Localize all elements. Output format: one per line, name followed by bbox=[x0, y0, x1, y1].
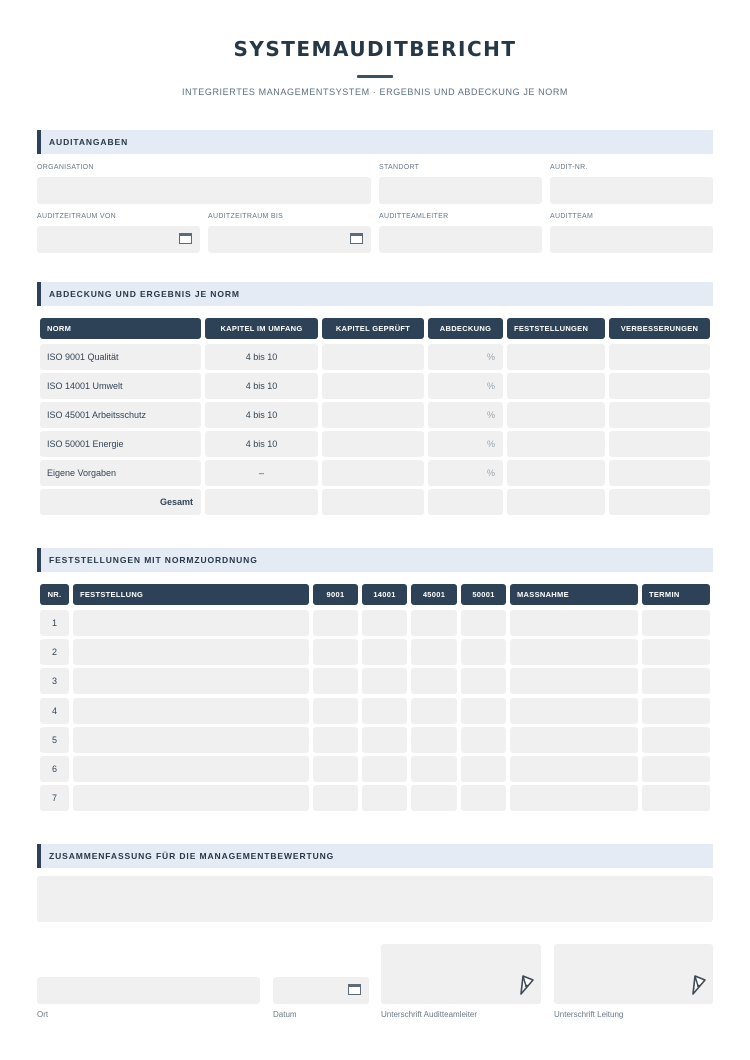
finding-nr-cell: 6 bbox=[40, 756, 69, 782]
coverage-geprueft-cell[interactable] bbox=[322, 402, 424, 428]
col-feststellungen: FESTSTELLUNGEN bbox=[507, 318, 605, 339]
coverage-norm-cell: ISO 14001 Umwelt bbox=[40, 373, 201, 399]
finding-text-cell[interactable] bbox=[73, 668, 309, 694]
col-nr: NR. bbox=[40, 584, 69, 605]
finding-termin-cell[interactable] bbox=[642, 785, 710, 811]
finding-massnahme-cell[interactable] bbox=[510, 668, 638, 694]
col-abdeckung: ABDECKUNG bbox=[428, 318, 503, 339]
finding-text-cell[interactable] bbox=[73, 698, 309, 724]
auditteam-field[interactable] bbox=[550, 226, 713, 253]
col-9001: 9001 bbox=[313, 584, 358, 605]
finding-massnahme-cell[interactable] bbox=[510, 756, 638, 782]
audit-nr-field[interactable] bbox=[550, 177, 713, 204]
col-norm: NORM bbox=[40, 318, 201, 339]
finding-9001-cell[interactable] bbox=[313, 727, 358, 753]
finding-termin-cell[interactable] bbox=[642, 698, 710, 724]
coverage-umfang-cell: – bbox=[205, 460, 318, 486]
finding-termin-cell[interactable] bbox=[642, 610, 710, 636]
coverage-verbesserungen-cell[interactable] bbox=[609, 431, 710, 457]
finding-14001-cell[interactable] bbox=[362, 610, 407, 636]
finding-14001-cell[interactable] bbox=[362, 727, 407, 753]
section-coverage-title: ABDECKUNG UND ERGEBNIS JE NORM bbox=[49, 289, 240, 299]
finding-massnahme-cell[interactable] bbox=[510, 785, 638, 811]
finding-45001-cell[interactable] bbox=[411, 639, 457, 665]
finding-text-cell[interactable] bbox=[73, 610, 309, 636]
standort-label: STANDORT bbox=[379, 164, 420, 171]
ort-field[interactable] bbox=[37, 977, 260, 1004]
finding-50001-cell[interactable] bbox=[461, 756, 506, 782]
organisation-field[interactable] bbox=[37, 177, 371, 204]
calendar-icon[interactable] bbox=[348, 984, 361, 995]
coverage-feststellungen-cell[interactable] bbox=[507, 344, 605, 370]
col-14001: 14001 bbox=[362, 584, 407, 605]
coverage-total-label: Gesamt bbox=[40, 489, 201, 515]
col-feststellung: FESTSTELLUNG bbox=[73, 584, 309, 605]
coverage-abdeckung-cell[interactable]: % bbox=[428, 344, 503, 370]
coverage-total-geprueft[interactable] bbox=[322, 489, 424, 515]
calendar-icon[interactable] bbox=[179, 233, 192, 244]
finding-14001-cell[interactable] bbox=[362, 785, 407, 811]
finding-9001-cell[interactable] bbox=[313, 756, 358, 782]
finding-50001-cell[interactable] bbox=[461, 668, 506, 694]
summary-textarea[interactable] bbox=[37, 876, 713, 922]
finding-45001-cell[interactable] bbox=[411, 610, 457, 636]
coverage-umfang-cell: 4 bis 10 bbox=[205, 431, 318, 457]
coverage-feststellungen-cell[interactable] bbox=[507, 373, 605, 399]
signature-leitung-box[interactable] bbox=[554, 944, 713, 1004]
finding-14001-cell[interactable] bbox=[362, 756, 407, 782]
section-findings-title: FESTSTELLUNGEN MIT NORMZUORDNUNG bbox=[49, 555, 258, 565]
finding-nr-cell: 5 bbox=[40, 727, 69, 753]
finding-50001-cell[interactable] bbox=[461, 610, 506, 636]
finding-text-cell[interactable] bbox=[73, 785, 309, 811]
finding-50001-cell[interactable] bbox=[461, 639, 506, 665]
zeitraum-von-field[interactable] bbox=[37, 226, 200, 253]
col-verbesserungen: VERBESSERUNGEN bbox=[609, 318, 710, 339]
finding-50001-cell[interactable] bbox=[461, 727, 506, 753]
coverage-verbesserungen-cell[interactable] bbox=[609, 402, 710, 428]
datum-field[interactable] bbox=[273, 977, 369, 1004]
title-underline bbox=[357, 75, 393, 78]
page-title: SYSTEMAUDITBERICHT bbox=[233, 37, 517, 61]
finding-14001-cell[interactable] bbox=[362, 668, 407, 694]
finding-termin-cell[interactable] bbox=[642, 668, 710, 694]
col-45001: 45001 bbox=[411, 584, 457, 605]
coverage-abdeckung-cell[interactable]: % bbox=[428, 373, 503, 399]
coverage-geprueft-cell[interactable] bbox=[322, 431, 424, 457]
coverage-abdeckung-cell[interactable]: % bbox=[428, 431, 503, 457]
col-kapitel-geprueft: KAPITEL GEPRÜFT bbox=[322, 318, 424, 339]
finding-massnahme-cell[interactable] bbox=[510, 727, 638, 753]
coverage-feststellungen-cell[interactable] bbox=[507, 431, 605, 457]
finding-text-cell[interactable] bbox=[73, 727, 309, 753]
coverage-norm-cell: ISO 50001 Energie bbox=[40, 431, 201, 457]
datum-label: Datum bbox=[273, 1010, 297, 1019]
coverage-norm-cell: Eigene Vorgaben bbox=[40, 460, 201, 486]
finding-45001-cell[interactable] bbox=[411, 698, 457, 724]
organisation-label: ORGANISATION bbox=[37, 164, 94, 171]
finding-45001-cell[interactable] bbox=[411, 727, 457, 753]
zeitraum-von-label: AUDITZEITRAUM VON bbox=[37, 213, 116, 220]
finding-nr-cell: 2 bbox=[40, 639, 69, 665]
coverage-total-feststellungen[interactable] bbox=[507, 489, 605, 515]
page-subtitle: INTEGRIERTES MANAGEMENTSYSTEM · ERGEBNIS UND ABDECKUNG JE NORM bbox=[181, 87, 569, 97]
finding-termin-cell[interactable] bbox=[642, 727, 710, 753]
signature-pen-icon bbox=[691, 974, 707, 996]
finding-text-cell[interactable] bbox=[73, 639, 309, 665]
coverage-umfang-cell: 4 bis 10 bbox=[205, 402, 318, 428]
auditteam-label: AUDITTEAM bbox=[550, 213, 594, 220]
finding-14001-cell[interactable] bbox=[362, 639, 407, 665]
teamleiter-label: AUDITTEAMLEITER bbox=[379, 213, 449, 220]
coverage-verbesserungen-cell[interactable] bbox=[609, 460, 710, 486]
finding-9001-cell[interactable] bbox=[313, 639, 358, 665]
standort-field[interactable] bbox=[379, 177, 542, 204]
coverage-feststellungen-cell[interactable] bbox=[507, 402, 605, 428]
col-massnahme: MASSNAHME bbox=[510, 584, 638, 605]
col-termin: TERMIN bbox=[642, 584, 710, 605]
finding-nr-cell: 4 bbox=[40, 698, 69, 724]
finding-45001-cell[interactable] bbox=[411, 756, 457, 782]
finding-termin-cell[interactable] bbox=[642, 639, 710, 665]
coverage-geprueft-cell[interactable] bbox=[322, 373, 424, 399]
coverage-total-abdeckung[interactable] bbox=[428, 489, 503, 515]
coverage-abdeckung-cell[interactable]: % bbox=[428, 402, 503, 428]
coverage-geprueft-cell[interactable] bbox=[322, 344, 424, 370]
zeitraum-bis-field[interactable] bbox=[208, 226, 371, 253]
signature-pen-icon bbox=[519, 974, 535, 996]
ort-label: Ort bbox=[37, 1010, 49, 1019]
coverage-norm-cell: ISO 9001 Qualität bbox=[40, 344, 201, 370]
finding-50001-cell[interactable] bbox=[461, 698, 506, 724]
coverage-norm-cell: ISO 45001 Arbeitsschutz bbox=[40, 402, 201, 428]
finding-14001-cell[interactable] bbox=[362, 698, 407, 724]
signature-leitung-label: Unterschrift Leitung bbox=[554, 1010, 624, 1019]
section-coverage bbox=[37, 282, 713, 306]
coverage-abdeckung-cell[interactable]: % bbox=[428, 460, 503, 486]
coverage-total-verbesserungen[interactable] bbox=[609, 489, 710, 515]
finding-45001-cell[interactable] bbox=[411, 668, 457, 694]
signature-teamleiter-label: Unterschrift Auditteamleiter bbox=[381, 1010, 478, 1019]
section-findings bbox=[37, 548, 713, 572]
audit-nr-label: AUDIT-NR. bbox=[550, 164, 588, 171]
finding-nr-cell: 7 bbox=[40, 785, 69, 811]
coverage-feststellungen-cell[interactable] bbox=[507, 460, 605, 486]
coverage-geprueft-cell[interactable] bbox=[322, 460, 424, 486]
finding-termin-cell[interactable] bbox=[642, 756, 710, 782]
col-50001: 50001 bbox=[461, 584, 506, 605]
section-audit-info bbox=[37, 130, 713, 154]
section-summary bbox=[37, 844, 713, 868]
finding-45001-cell[interactable] bbox=[411, 785, 457, 811]
section-summary-title: ZUSAMMENFASSUNG FÜR DIE MANAGEMENTBEWERTUNG bbox=[49, 851, 335, 861]
finding-9001-cell[interactable] bbox=[313, 698, 358, 724]
teamleiter-field[interactable] bbox=[379, 226, 542, 253]
section-audit-info-title: AUDITANGABEN bbox=[49, 137, 129, 147]
finding-massnahme-cell[interactable] bbox=[510, 639, 638, 665]
finding-9001-cell[interactable] bbox=[313, 610, 358, 636]
coverage-umfang-cell: 4 bis 10 bbox=[205, 373, 318, 399]
col-kapitel-umfang: KAPITEL IM UMFANG bbox=[205, 318, 318, 339]
signature-teamleiter-box[interactable] bbox=[381, 944, 541, 1004]
finding-9001-cell[interactable] bbox=[313, 668, 358, 694]
finding-text-cell[interactable] bbox=[73, 756, 309, 782]
coverage-umfang-cell: 4 bis 10 bbox=[205, 344, 318, 370]
zeitraum-bis-label: AUDITZEITRAUM BIS bbox=[208, 213, 284, 220]
coverage-verbesserungen-cell[interactable] bbox=[609, 344, 710, 370]
finding-nr-cell: 3 bbox=[40, 668, 69, 694]
finding-massnahme-cell[interactable] bbox=[510, 610, 638, 636]
coverage-total-umfang[interactable] bbox=[205, 489, 318, 515]
finding-50001-cell[interactable] bbox=[461, 785, 506, 811]
finding-9001-cell[interactable] bbox=[313, 785, 358, 811]
finding-nr-cell: 1 bbox=[40, 610, 69, 636]
calendar-icon[interactable] bbox=[350, 233, 363, 244]
finding-massnahme-cell[interactable] bbox=[510, 698, 638, 724]
coverage-verbesserungen-cell[interactable] bbox=[609, 373, 710, 399]
